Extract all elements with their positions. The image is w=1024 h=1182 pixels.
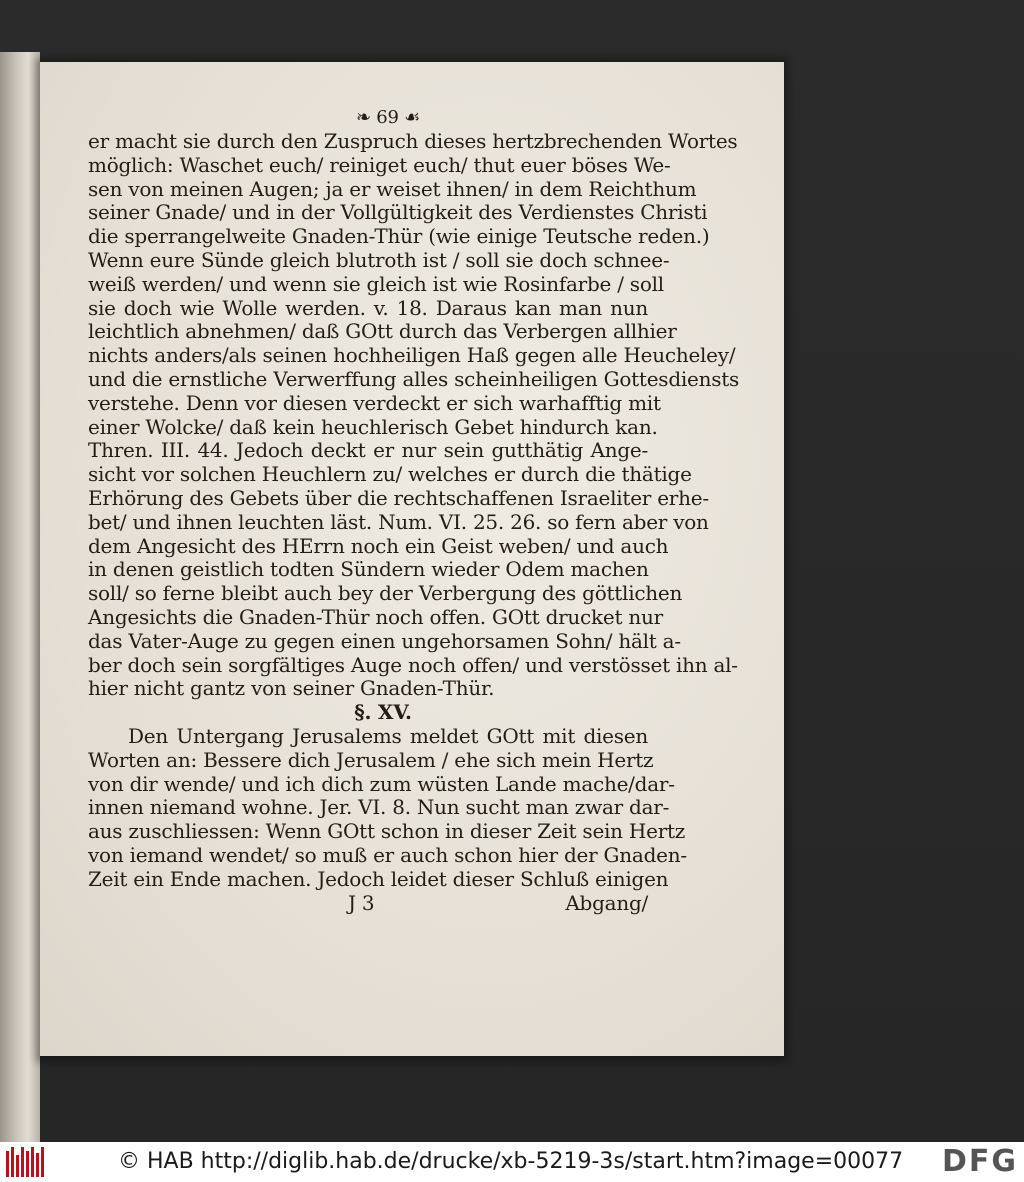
page-text (88, 107, 740, 915)
section-text-line: Worten an: Bessere dich Jerusalem / ehe sich mein Hertz (88, 747, 654, 772)
text-line: hier nicht gantz von seiner Gnaden-Thür. (88, 676, 495, 701)
text-line: möglich: Waschet euch/ reiniget euch/ thut euer böses We- (88, 152, 671, 177)
text-line: Erhörung des Gebets über die rechtschaffenen Israeliter erhe- (88, 485, 709, 510)
text-line: er macht sie durch den Zuspruch dieses hertzbrechenden Wortes (88, 129, 738, 153)
catchword: Abgang/ (565, 890, 648, 915)
section-text-line: von dir wende/ und ich dich zum wüsten Lande mache/dar- (88, 771, 675, 796)
ornament-right: ☙ (398, 107, 421, 128)
facing-page-edge (0, 52, 40, 1142)
section-text-line: Zeit ein Ende machen. Jedoch leidet dieser Schluß einigen (88, 866, 669, 891)
text-line: und die ernstliche Verwerffung alles scheinheiligen Gottesdiensts (88, 366, 740, 391)
hab-logo-icon[interactable] (6, 1147, 46, 1177)
text-line: sie doch wie Wolle werden. v. 18. Daraus kan man nun (88, 295, 648, 320)
page-number (88, 108, 648, 128)
viewer-footer (0, 1142, 1024, 1182)
signature-mark: J 3 (348, 890, 375, 915)
ornament-left: ❧ (355, 107, 377, 128)
text-line: seiner Gnade/ und in der Vollgültigkeit des Verdienstes Christi (88, 200, 708, 225)
text-line: sen von meinen Augen; ja er weiset ihnen/ in dem Reichthum (88, 176, 697, 201)
section-heading: §. XV. (354, 700, 412, 725)
page-number-value: 69 (376, 107, 399, 128)
text-line: das Vater-Auge zu gegen einen ungehorsamen Sohn/ hält a- (88, 628, 681, 653)
section-text-line: aus zuschliessen: Wenn GOtt schon in dieser Zeit sein Hertz (88, 819, 686, 844)
section-text-line: innen niemand wohne. Jer. VI. 8. Nun sucht man zwar dar- (88, 795, 670, 820)
text-line: nichts anders/als seinen hochheiligen Haß gegen alle Heucheley/ (88, 343, 736, 368)
book-page (40, 62, 784, 1056)
copyright-link[interactable]: © HAB http://diglib.hab.de/drucke/xb-5219-3s/start.htm?image=00077 (118, 1149, 904, 1174)
text-line: sicht vor solchen Heuchlern zu/ welches er durch die thätige (88, 462, 692, 487)
section-text-line: von iemand wendet/ so muß er auch schon hier der Gnaden- (88, 842, 687, 867)
text-line: in denen geistlich todten Sündern wieder Odem machen (88, 557, 649, 582)
dfg-logo: DFG (941, 1144, 1018, 1179)
text-line: ber doch sein sorgfältiges Auge noch offen/ und verstösset ihn al- (88, 652, 738, 677)
text-line: weiß werden/ und wenn sie gleich ist wie Rosinfarbe / soll (88, 271, 664, 296)
text-line: die sperrangelweite Gnaden-Thür (wie einige Teutsche reden.) (88, 224, 710, 249)
text-line: soll/ so ferne bleibt auch bey der Verbergung des göttlichen (88, 581, 683, 606)
text-line: bet/ und ihnen leuchten läst. Num. VI. 25. 26. so fern aber von (88, 509, 709, 534)
text-line: Wenn eure Sünde gleich blutroth ist / soll sie doch schnee- (88, 247, 670, 272)
text-line: einer Wolcke/ daß kein heuchlerisch Gebet hindurch kan. (88, 414, 658, 439)
section-text-line: Den Untergang Jerusalems meldet GOtt mit diesen (128, 723, 648, 748)
text-line: dem Angesicht des HErrn noch ein Geist weben/ und auch (88, 533, 669, 558)
text-line: Thren. III. 44. Jedoch deckt er nur sein gutthätig Ange- (88, 438, 648, 463)
text-line: verstehe. Denn vor diesen verdeckt er sich warhafftig mit (88, 390, 661, 415)
text-line: leichtlich abnehmen/ daß GOtt durch das Verbergen allhier (88, 319, 677, 344)
catchword-line (88, 892, 648, 916)
text-line: Angesichts die Gnaden-Thür noch offen. GOtt drucket nur (88, 604, 663, 629)
